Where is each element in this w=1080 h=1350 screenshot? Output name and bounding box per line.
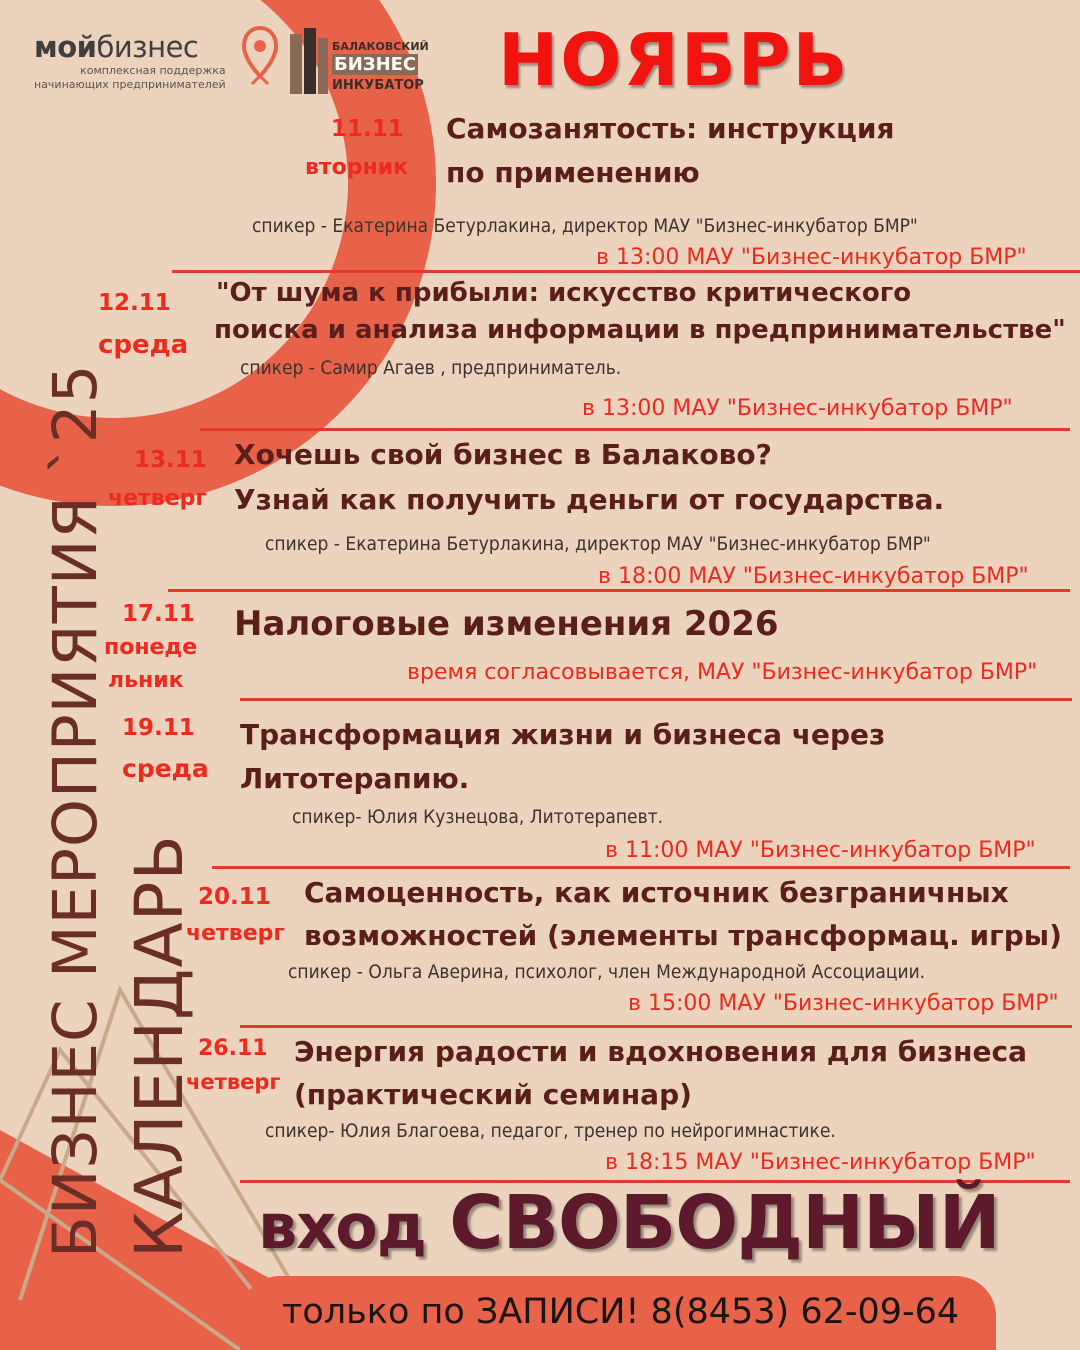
event-4-date: 17.11 (122, 601, 195, 627)
event-1-location: в 13:00 МАУ "Бизнес-инкубатор БМР" (596, 245, 1027, 270)
event-5-title-2: Литотерапию. (240, 762, 470, 795)
brand-tagline-1: комплексная поддержка (80, 64, 226, 77)
event-3-title-2: Узнай как получить деньги от государства. (234, 483, 945, 516)
divider-4 (240, 698, 1072, 701)
event-7-title-2: (практический семинар) (294, 1078, 692, 1111)
incubator-line-2: БИЗНЕС (334, 54, 417, 75)
brand-tagline-2: начинающих предпринимателей (34, 78, 226, 91)
incubator-line-1: БАЛАКОВСКИЙ (332, 40, 429, 53)
month-title: НОЯБРЬ (498, 18, 850, 102)
registration-phone: только по ЗАПИСИ! 8(8453) 62-09-64 (282, 1292, 960, 1332)
divider-2 (200, 428, 1070, 431)
free-entry-small: вход (258, 1190, 426, 1263)
free-entry-banner (258, 1180, 1000, 1266)
event-3-title-1: Хочешь свой бизнес в Балаково? (234, 438, 772, 471)
moy-biznes-logo (34, 30, 226, 92)
divider-5 (212, 866, 1070, 869)
event-6-title-2: возможностей (элементы трансформац. игры) (304, 919, 1062, 952)
event-3-speaker: спикер - Екатерина Бетурлакина, директор МАУ "Бизнес-инкубатор БМР" (265, 533, 931, 555)
event-6-date: 20.11 (198, 884, 271, 910)
divider-1 (172, 270, 1080, 273)
event-5-day: среда (122, 754, 209, 783)
event-1-title-2: по применению (446, 156, 700, 189)
event-2-speaker: спикер - Самир Агаев , предприниматель. (240, 357, 622, 379)
event-4-location: время согласовывается, МАУ "Бизнес-инкубатор БМР" (407, 660, 1038, 685)
event-5-title-1: Трансформация жизни и бизнеса через (240, 718, 886, 751)
event-1-date: 11.11 (331, 116, 404, 142)
event-7-title-1: Энергия радости и вдохновения для бизнеса (294, 1035, 1027, 1068)
event-7-date: 26.11 (198, 1036, 268, 1061)
location-pin-icon (242, 26, 278, 92)
event-4-day-1: понеде (104, 635, 198, 660)
event-4-day-2: льник (108, 668, 184, 693)
event-6-title-1: Самоценность, как источник безграничных (304, 876, 1009, 909)
free-entry-big: СВОБОДНЫЙ (449, 1180, 1000, 1266)
event-5-location: в 11:00 МАУ "Бизнес-инкубатор БМР" (605, 838, 1036, 863)
side-line-2: КАЛЕНДАРЬ (121, 834, 198, 1258)
event-7-speaker: спикер- Юлия Благоева, педагог, тренер по нейрогимнастике. (265, 1120, 836, 1142)
event-4-title: Налоговые изменения 2026 (234, 604, 779, 644)
divider-6 (240, 1025, 1072, 1028)
event-5-date: 19.11 (122, 715, 195, 741)
event-7-day: четверг (186, 1070, 281, 1094)
incubator-line-3: ИНКУБАТОР (332, 78, 424, 93)
event-2-date: 12.11 (98, 290, 171, 316)
event-1-speaker: спикер - Екатерина Бетурлакина, директор МАУ "Бизнес-инкубатор БМР" (252, 215, 918, 237)
event-6-day: четверг (186, 921, 285, 946)
event-6-location: в 15:00 МАУ "Бизнес-инкубатор БМР" (628, 991, 1059, 1016)
event-2-title-2: поиска и анализа информации в предпринимательстве" (214, 315, 1066, 345)
event-5-speaker: спикер- Юлия Кузнецова, Литотерапевт. (292, 806, 664, 828)
event-1-day: вторник (305, 155, 409, 180)
divider-3 (168, 589, 1070, 592)
brand-rest: бизнес (96, 30, 199, 64)
event-2-location: в 13:00 МАУ "Бизнес-инкубатор БМР" (582, 396, 1013, 421)
event-6-speaker: спикер - Ольга Аверина, психолог, член Международной Ассоциации. (288, 961, 926, 983)
brand-bold: мой (34, 30, 97, 64)
event-3-day: четверг (108, 486, 207, 511)
event-2-day: среда (98, 330, 189, 360)
incubator-logo (288, 28, 429, 98)
event-1-title-1: Самозанятость: инструкция (446, 112, 895, 145)
event-7-location: в 18:15 МАУ "Бизнес-инкубатор БМР" (605, 1150, 1036, 1175)
event-2-title-1: "От шума к прибыли: искусство критического (216, 278, 912, 308)
side-line-1: БИЗНЕС МЕРОПРИЯТИЯ `25 (40, 363, 111, 1258)
event-3-date: 13.11 (134, 447, 207, 473)
building-icon (288, 28, 330, 96)
event-3-location: в 18:00 МАУ "Бизнес-инкубатор БМР" (598, 564, 1029, 589)
